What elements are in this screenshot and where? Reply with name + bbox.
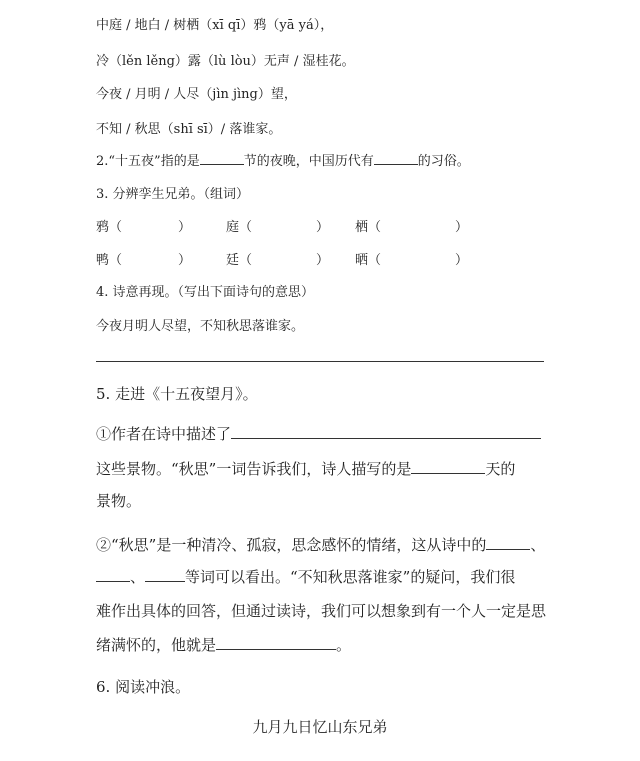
question-6-title: 6. 阅读冲浪。 (96, 678, 191, 696)
reading-poem-title: 九月九日忆山东兄弟 (252, 718, 388, 736)
word-group-shai: 晒（ ） (355, 253, 469, 268)
q2-text-3: 的习俗。 (417, 154, 470, 169)
char-shai: 晒 (355, 253, 369, 268)
word-group-ting: 庭（ ） (226, 220, 330, 235)
q5-sub1-line3: 景物。 (96, 492, 142, 510)
q5-sub2-line1: ②“秋思”是一种清冷、孤寂，思念感怀的情绪，这从诗中的 、 (96, 536, 546, 554)
q2-text-2: 节的夜晚，中国历代有 (243, 154, 374, 169)
poem-line-1: 中庭 / 地白 / 树栖（xī qī）鸦（yā yá）， (96, 18, 334, 33)
q5-blank-season[interactable] (411, 472, 485, 474)
q5-blank-word-2[interactable] (96, 580, 130, 582)
q2-blank-festival[interactable] (200, 163, 244, 165)
question-3-title: 3. 分辨孪生兄弟。（组词） (96, 187, 250, 202)
question-4-sentence: 今夜月明人尽望，不知秋思落谁家。 (96, 319, 305, 334)
q5-sub1-line1: ①作者在诗中描述了 (96, 423, 541, 444)
q5-blank-person[interactable] (216, 648, 336, 650)
char-ting: 庭 (226, 220, 240, 235)
q4-answer-line[interactable] (96, 361, 544, 362)
q2-text-1: 2.“十五夜”指的是 (96, 154, 200, 169)
q2-blank-custom[interactable] (374, 163, 418, 165)
char-ya-duck: 鸭 (96, 253, 110, 268)
q5-blank-word-3[interactable] (145, 580, 185, 582)
question-4-title: 4. 诗意再现。（写出下面诗句的意思） (96, 285, 315, 300)
char-qi: 栖 (355, 220, 369, 235)
poem-line-4: 不知 / 秋思（shī sī）/ 落谁家。 (96, 122, 282, 137)
char-ting-court: 廷 (226, 253, 240, 268)
q5-sub1-line2: 这些景物。“秋思”一词告诉我们，诗人描写的是 天的 (96, 460, 516, 478)
word-group-ya-duck: 鸭（ ） (96, 253, 192, 268)
question-2 (96, 150, 470, 169)
poem-line-2: 冷（lěn lěng）露（lù lòu）无声 / 湿桂花。 (96, 54, 355, 69)
word-group-qi: 栖（ ） (355, 220, 469, 235)
word-group-ting-court: 廷（ ） (226, 253, 330, 268)
poem-line-3: 今夜 / 月明 / 人尽（jìn jìng）望， (96, 87, 297, 102)
word-group-ya: 鸦（ ） (96, 220, 192, 235)
char-ya: 鸦 (96, 220, 110, 235)
q5-blank-word-1[interactable] (486, 548, 530, 550)
q5-sub2-line2: 、 等词可以看出。“不知秋思落谁家”的疑问，我们很 (96, 566, 515, 587)
q5-sub2-line4: 绪满怀的，他就是 。 (96, 636, 352, 654)
question-5-title: 5. 走进《十五夜望月》。 (96, 385, 258, 403)
q5-sub2-line3: 难作出具体的回答，但通过读诗，我们可以想象到有一个人一定是思 (96, 602, 547, 620)
q5-blank-scenery[interactable] (231, 437, 541, 439)
